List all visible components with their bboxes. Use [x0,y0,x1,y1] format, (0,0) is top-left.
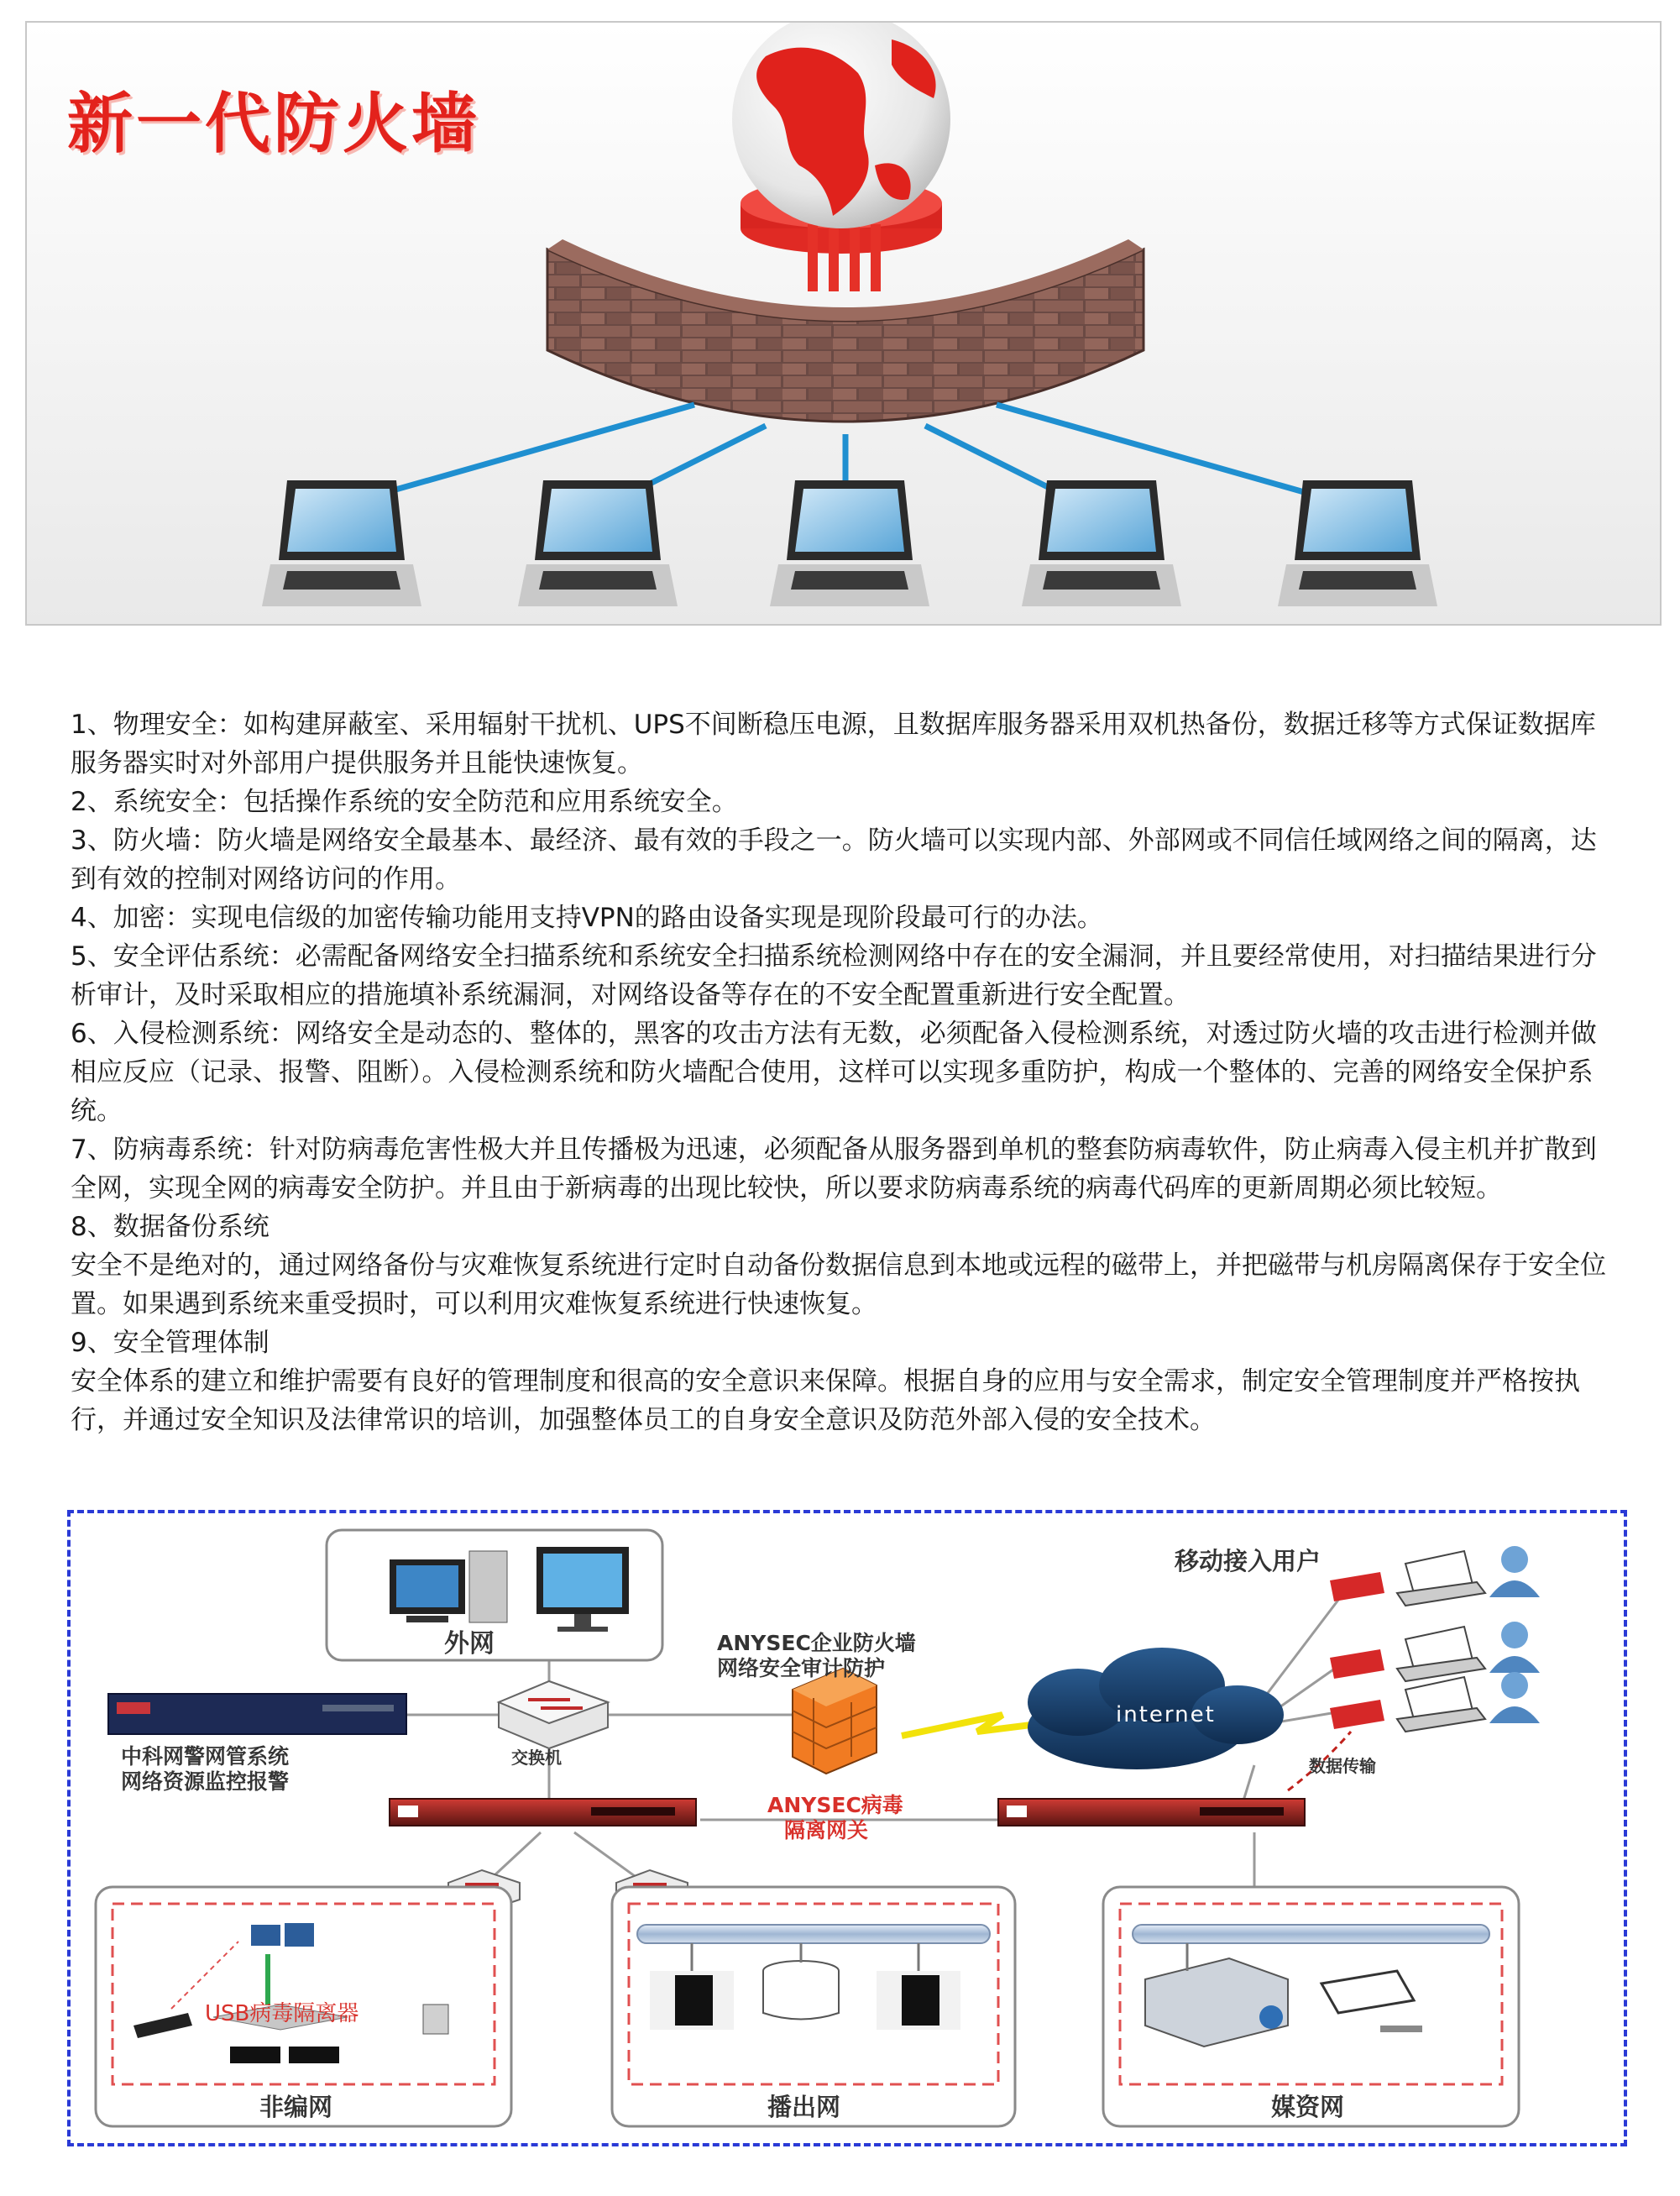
laptop-icon [262,480,421,606]
mobile-users-label: 移动接入用户 [1175,1547,1321,1575]
gateway-label-1: ANYSEC病毒 [767,1793,903,1817]
internet-label: internet [1116,1702,1216,1727]
laptop-icon [518,480,678,606]
globe-icon [732,23,950,291]
zone-broadcast-label: 播出网 [767,2093,841,2121]
switch-label: 交换机 [511,1748,562,1768]
server-icon [650,1971,734,2030]
switch-icon [499,1681,608,1748]
paragraph-backup-heading: 8、数据备份系统 [71,1212,270,1242]
banner-title: 新一代防火墙 [67,86,481,162]
gateway-label-2: 隔离网关 [784,1818,869,1842]
zone-media-label: 媒资网 [1271,2093,1345,2121]
firewall-icon [793,1669,877,1774]
bus-pipe [637,1925,990,1943]
nms-label-2: 网络资源监控报警 [121,1769,290,1794]
mobile-user-icon [1330,1546,1540,1606]
firewall-label-1: ANYSEC企业防火墙 [717,1631,916,1655]
usb-isolator-label: USB病毒隔离器 [205,2001,359,2026]
security-measures-text [71,705,1615,1439]
paragraph-antivirus: 7、防病毒系统：针对防病毒危害性极大并且传播极为迅速，必须配备从服务器到单机的整套防病毒软件，防止病毒入侵主机并扩散到全网，实现全网的病毒安全防护。并且由于新病毒的出现比较快，所以要求防病毒系统的病毒代码库的更新周期必须比较短。 [71,1135,1597,1203]
bus-pipe [1133,1925,1489,1943]
mobile-user-icon [1330,1672,1540,1732]
data-transfer-label: 数据传输 [1309,1756,1376,1776]
server-icon [877,1971,960,2030]
paragraph-encryption: 4、加密：实现电信级的加密传输功能用支持VPN的路由设备实现是现阶段最可行的办法。 [71,903,1103,933]
paragraph-management-heading: 9、安全管理体制 [71,1328,270,1358]
paragraph-firewall: 3、防火墙：防火墙是网络安全最基本、最经济、最有效的手段之一。防火墙可以实现内部、外部网或不同信任域网络之间的隔离，达到有效的控制对网络访问的作用。 [71,825,1597,894]
banner [25,21,1662,626]
mobile-user-icon [1330,1622,1540,1681]
external-net-label: 外网 [444,1629,495,1659]
paragraph-intrusion-detection: 6、入侵检测系统：网络安全是动态的、整体的，黑客的攻击方法有无数，必须配备入侵检测系统，对透过防火墙的攻击进行检测并做相应反应（记录、报警、阻断）。入侵检测系统和防火墙配合使用，这样可以实现多重防护，构成一个整体的、完善的网络安全保护系统。 [71,1019,1597,1126]
paragraph-security-assessment: 5、安全评估系统：必需配备网络安全扫描系统和系统安全扫描系统检测网络中存在的安全漏洞，并且要经常使用，对扫描结果进行分析审计，及时采取相应的措施填补系统漏洞，对网络设备等存在的不安全配置重新进行安全配置。 [71,941,1597,1010]
nms-label-1: 中科网警网管系统 [121,1744,290,1769]
virus-gateway-right-icon [998,1799,1305,1826]
paragraph-backup-body: 安全不是绝对的，通过网络备份与灾难恢复系统进行定时自动备份数据信息到本地或远程的磁带上，并把磁带与机房隔离保存于安全位置。如果遇到系统来重受损时，可以利用灾难恢复系统进行快速恢复。 [71,1250,1606,1319]
firewall-label-2: 网络安全审计防护 [717,1656,886,1680]
desktop-computer-icon [390,1551,507,1622]
paragraph-system-security: 2、系统安全：包括操作系统的安全防范和应用系统安全。 [71,787,738,817]
laptop-icon [770,480,929,606]
paragraph-physical-security: 1、物理安全：如构建屏蔽室、采用辐射干扰机、UPS不间断稳压电源，且数据库服务器采用双机热备份，数据迁移等方式保证数据库服务器实时对外部用户提供服务并且能快速恢复。 [71,710,1596,778]
paragraph-management-body: 安全体系的建立和维护需要有良好的管理制度和很高的安全意识来保障。根据自身的应用与安全需求，制定安全管理制度并严格按执行，并通过安全知识及法律常识的培训，加强整体员工的自身安全意识及防范外部入侵的安全技术。 [71,1366,1580,1435]
zone-edit-label: 非编网 [259,2093,333,2121]
storage-cylinder-icon [763,1961,839,2020]
brick-wall-icon [547,239,1144,422]
laptop-icon [1022,480,1181,606]
virus-gateway-left-icon [390,1799,696,1826]
laptop-icon [1278,480,1437,606]
network-topology-diagram [67,1510,1627,2146]
nms-server-icon [108,1694,406,1734]
